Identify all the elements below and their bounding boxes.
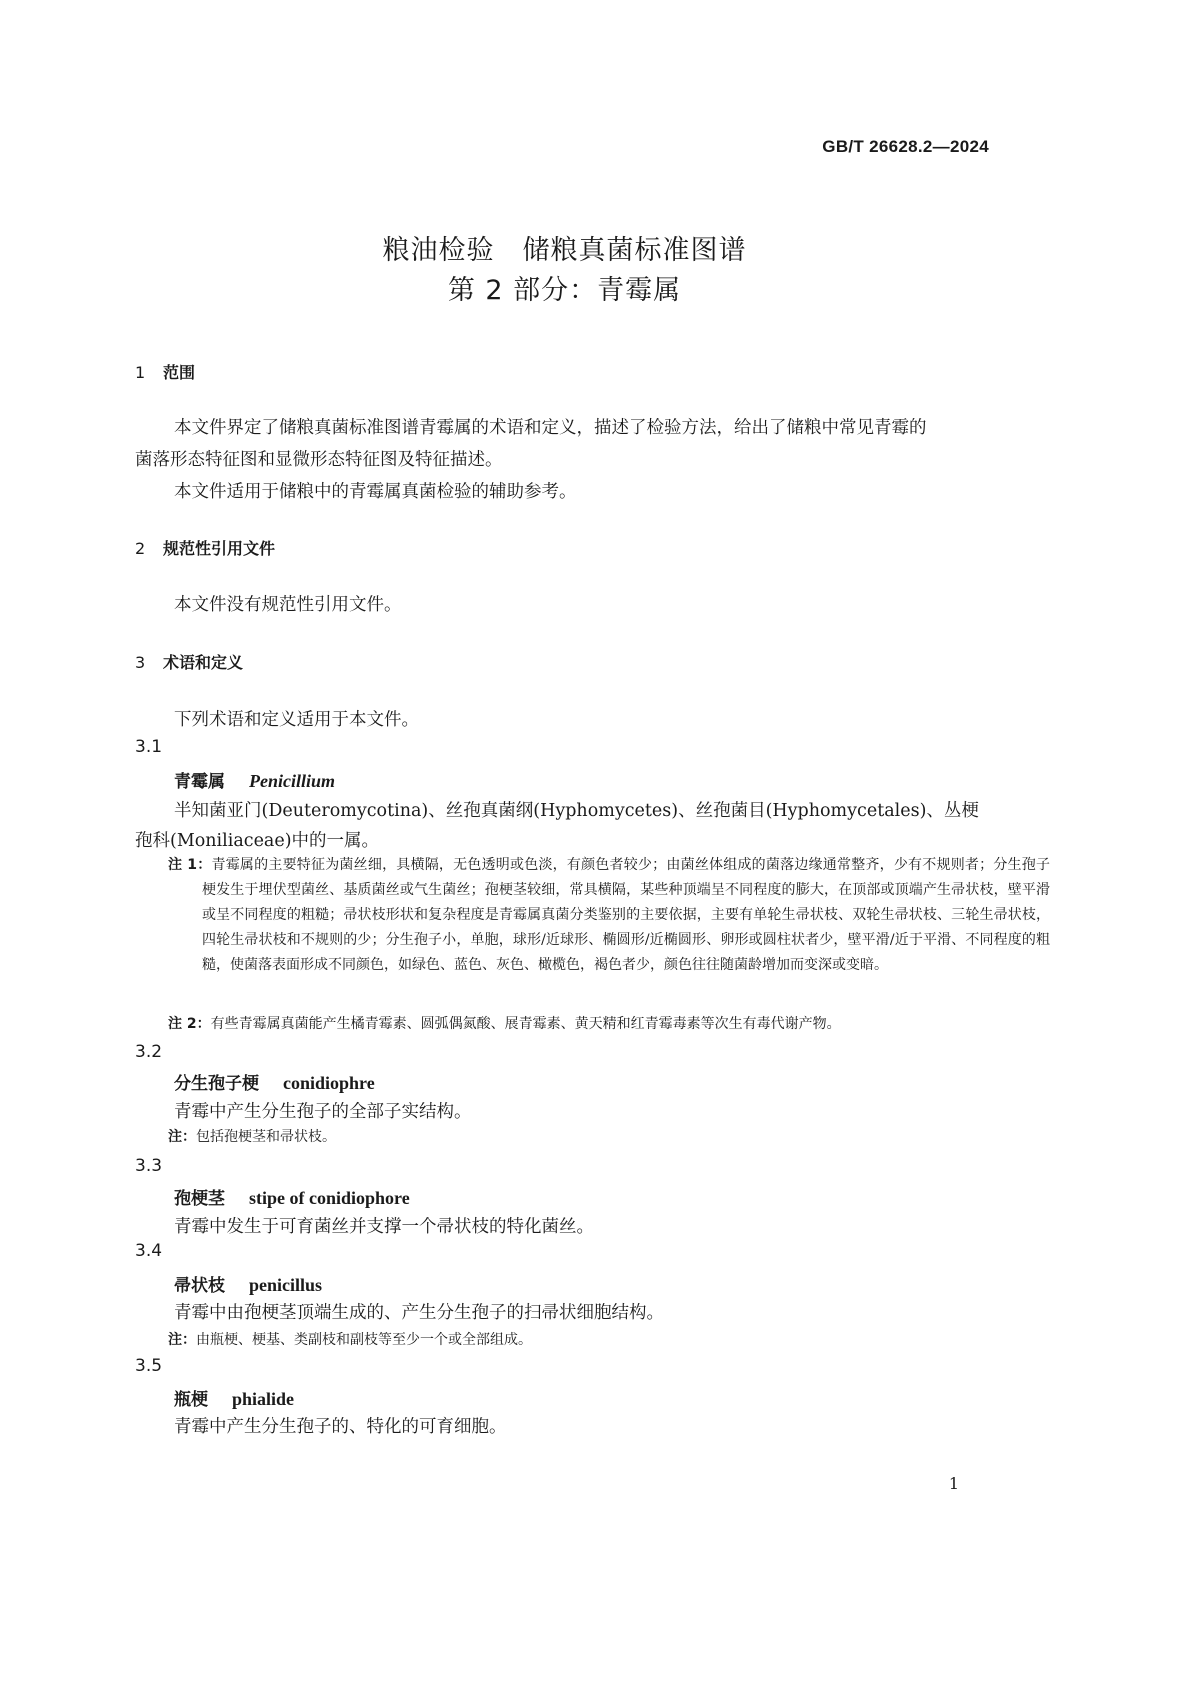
term-number: 3.1 <box>135 737 163 757</box>
term-heading <box>174 1184 410 1209</box>
term-chinese: 孢梗茎 <box>174 1189 225 1209</box>
section-2-heading <box>135 536 275 559</box>
term-english: Penicillium <box>249 771 336 791</box>
section-1-para1-line1: 本文件界定了储粮真菌标准图谱青霉属的术语和定义，描述了检验方法，给出了储粮中常见青霉的 <box>174 418 927 438</box>
section-3-intro: 下列术语和定义适用于本文件。 <box>174 710 419 730</box>
note-text: 包括孢梗茎和帚状枝。 <box>196 1129 336 1145</box>
page-number: 1 <box>948 1474 959 1493</box>
section-number: 1 <box>135 363 146 382</box>
note-text: 由瓶梗、梗基、类副枝和副枝等至少一个或全部组成。 <box>196 1332 532 1348</box>
term-chinese: 青霉属 <box>174 772 225 792</box>
term-english: conidiophre <box>283 1073 375 1093</box>
term-chinese: 瓶梗 <box>174 1390 208 1410</box>
section-number: 3 <box>135 653 146 672</box>
term-number: 3.5 <box>135 1356 163 1376</box>
section-1-para2: 本文件适用于储粮中的青霉属真菌检验的辅助参考。 <box>174 482 577 502</box>
section-title: 范围 <box>163 363 196 382</box>
section-2-para: 本文件没有规范性引用文件。 <box>174 595 402 615</box>
term-chinese: 帚状枝 <box>174 1276 225 1296</box>
term-heading <box>174 1271 322 1296</box>
term-note <box>168 1125 336 1150</box>
term-definition: 青霉中由孢梗茎顶端生成的、产生分生孢子的扫帚状细胞结构。 <box>174 1303 664 1323</box>
note-text: 有些青霉属真菌能产生橘青霉素、圆弧偶氮酸、展青霉素、黄天精和红青霉毒素等次生有毒代谢产物。 <box>210 1016 841 1032</box>
section-3-heading <box>135 650 243 673</box>
note-label: 注 1： <box>168 857 212 873</box>
term-number: 3.3 <box>135 1156 163 1176</box>
term-note-1 <box>168 853 1050 978</box>
term-chinese: 分生孢子梗 <box>174 1074 259 1094</box>
document-title-line1: 粮油检验 储粮真菌标准图谱 <box>382 235 747 266</box>
section-title: 术语和定义 <box>163 653 244 672</box>
note-label: 注： <box>168 1129 196 1145</box>
term-definition: 青霉中发生于可育菌丝并支撑一个帚状枝的特化菌丝。 <box>174 1217 594 1237</box>
note-label: 注： <box>168 1332 196 1348</box>
section-number: 2 <box>135 539 146 558</box>
term-heading <box>174 767 335 792</box>
term-note-2 <box>168 1012 1016 1037</box>
term-definition-line2: 孢科(Moniliaceae)中的一属。 <box>135 831 380 851</box>
term-english: stipe of conidiophore <box>249 1188 410 1208</box>
term-definition: 青霉中产生分生孢子的全部子实结构。 <box>174 1102 472 1122</box>
term-note <box>168 1328 532 1353</box>
document-number: GB/T 26628.2—2024 <box>822 137 989 156</box>
section-1-para1-line2: 菌落形态特征图和显微形态特征图及特征描述。 <box>135 450 503 470</box>
section-1-heading <box>135 360 195 383</box>
term-number: 3.4 <box>135 1241 163 1261</box>
term-english: phialide <box>232 1389 295 1409</box>
term-english: penicillus <box>249 1275 323 1295</box>
term-heading <box>174 1385 294 1410</box>
document-title-line2: 第 2 部分：青霉属 <box>447 275 682 306</box>
term-definition-line1: 半知菌亚门(Deuteromycotina)、丝孢真菌纲(Hyphomycetes)、丝孢菌目(Hyphomycetales)、丛梗 <box>174 801 979 821</box>
section-title: 规范性引用文件 <box>163 539 276 558</box>
note-text: 青霉属的主要特征为菌丝细，具横隔，无色透明或色淡，有颜色者较少；由菌丝体组成的菌落边缘通常整齐，少有不规则者；分生孢子梗发生于埋伏型菌丝、基质菌丝或气生菌丝；孢梗茎较细，常具横隔，某些种顶端呈不同程度的膨大，在顶部或顶端产生帚状枝，壁平滑或呈不同程度的粗糙；帚状枝形状和复杂程度是青霉属真菌分类鉴别的主要依据，主要有单轮生帚状枝、双轮生帚状枝、三轮生帚状枝，四轮生帚状枝和不规则的少；分生孢子小，单胞，球形/近球形、椭圆形/近椭圆形、卵形或圆柱状者少，壁平滑/近于平滑、不同程度的粗糙，使菌落表面形成不同颜色，如绿色、蓝色、灰色、橄榄色，褐色者少，颜色往往随菌龄增加而变深或变暗。 <box>202 857 1050 973</box>
note-label: 注 2： <box>168 1016 211 1032</box>
term-number: 3.2 <box>135 1042 163 1062</box>
term-definition: 青霉中产生分生孢子的、特化的可育细胞。 <box>174 1417 507 1437</box>
term-heading <box>174 1069 375 1094</box>
